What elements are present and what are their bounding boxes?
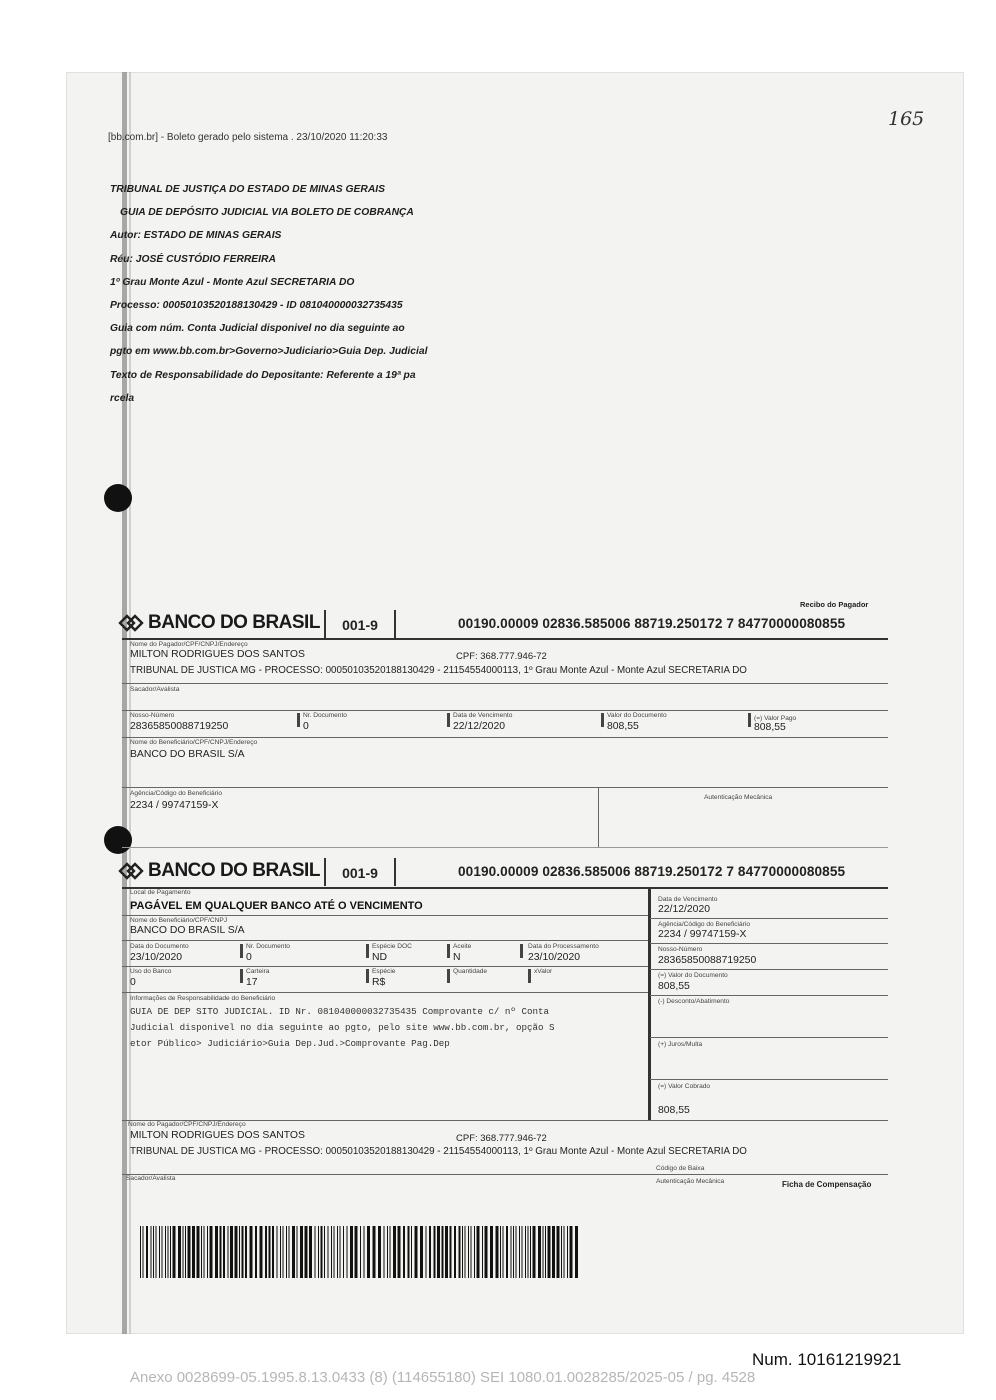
barcode-bar [204, 1226, 205, 1278]
barcode-bar [528, 1226, 529, 1278]
barcode-bar [367, 1226, 370, 1278]
barcode-bar [210, 1226, 213, 1278]
barcode-bar [364, 1226, 365, 1278]
divider [122, 887, 888, 889]
barcode-bar [260, 1226, 263, 1278]
barcode-bar [552, 1226, 555, 1278]
divider-vertical [598, 787, 599, 847]
barcode-bar [220, 1226, 222, 1278]
informacoes-label: Informações de Responsabilidade do Beneficiário [130, 995, 276, 1002]
barcode-bar [567, 1226, 568, 1278]
codigo-baixa-label: Código de Baixa [656, 1165, 705, 1172]
guia-line: Processo: 00050103520188130429 - ID 081040000032735435 [110, 300, 403, 312]
guia-line: pgto em www.bb.com.br>Governo>Judiciario>Guia Dep. Judicial [110, 346, 428, 358]
ficha-agencia-label: Agência/Código do Beneficiário [658, 921, 751, 928]
barcode-bar [530, 1226, 531, 1278]
barcode-bar [328, 1226, 329, 1278]
barcode-bar [183, 1226, 184, 1278]
recibo-bank-header [118, 610, 888, 638]
barcode-bar [239, 1226, 240, 1278]
barcode-bar [178, 1226, 181, 1278]
field-tick [520, 944, 523, 958]
cut-line [122, 847, 888, 848]
recibo-title: Recibo do Pagador [800, 600, 869, 609]
divider [650, 1037, 888, 1038]
barcode-bar [411, 1226, 412, 1278]
barcode-bar [250, 1226, 253, 1278]
divider [122, 787, 888, 788]
ficha-beneficiario-label: Nome do Beneficiário/CPF/CNPJ [130, 917, 228, 924]
barcode-bar [143, 1226, 144, 1278]
barcode-bar [146, 1226, 148, 1278]
barcode-bar [513, 1226, 514, 1278]
field-tick [366, 969, 369, 983]
barcode-bar [230, 1226, 233, 1278]
vencimento-label: Data de Vencimento [453, 712, 513, 719]
barcode-bar [442, 1226, 444, 1278]
barcode-bar [242, 1226, 244, 1278]
barcode-bar [223, 1226, 225, 1278]
pagador-cpf: CPF: 368.777.946-72 [456, 651, 547, 662]
barcode-bar [300, 1226, 303, 1278]
uso-banco: 0 [130, 977, 136, 988]
barcode-bar [511, 1226, 512, 1278]
barcode-bar [283, 1226, 284, 1278]
ficha-beneficiario: BANCO DO BRASIL S/A [130, 925, 245, 936]
barcode-bar [331, 1226, 332, 1278]
barcode-bar [201, 1226, 202, 1278]
barcode-bar [309, 1226, 312, 1278]
ficha-pagador-label: Nome do Pagador/CPF/CNPJ/Endereço [128, 1121, 246, 1128]
divider [650, 969, 888, 970]
barcode-bar [393, 1226, 396, 1278]
guia-line: TRIBUNAL DE JUSTIÇA DO ESTADO DE MINAS GERAIS [110, 184, 385, 195]
divider [122, 1174, 888, 1175]
vencimento: 22/12/2020 [453, 721, 506, 732]
barcode-bar [272, 1226, 274, 1278]
barcode-bar [506, 1226, 508, 1278]
valor-documento: 808,55 [607, 721, 639, 732]
divider [122, 966, 648, 967]
aceite: N [453, 952, 461, 963]
field-tick [297, 713, 300, 727]
barcode-bar [140, 1226, 141, 1278]
bank-logo [118, 860, 320, 882]
barcode-bar [471, 1226, 472, 1278]
barcode-bar [292, 1226, 295, 1278]
ficha-autenticacao-label: Autenticação Mecânica [656, 1178, 725, 1185]
field-tick [447, 969, 450, 983]
footer-text: Anexo 0028699-05.1995.8.13.0433 (8) (114655180) SEI 1080.01.0028285/2025-05 / pg. 4528 [130, 1369, 756, 1386]
barcode-bar [188, 1226, 191, 1278]
barcode-bar [215, 1226, 218, 1278]
barcode-bar [533, 1226, 536, 1278]
barcode-bar [403, 1226, 405, 1278]
barcode-bar [235, 1226, 238, 1278]
barcode-bar [490, 1226, 493, 1278]
field-tick [240, 944, 243, 958]
divider [122, 915, 648, 916]
aceite-label: Aceite [453, 943, 472, 950]
barcode-bar [415, 1226, 418, 1278]
pagador-address: TRIBUNAL DE JUSTICA MG - PROCESSO: 00050103520188130429 - 21154554000113, 1º Grau Monte Azul - Monte Azul SECRETARIA DO [130, 665, 747, 676]
barcode-bar [545, 1226, 546, 1278]
divider [650, 943, 888, 944]
barcode-bar [162, 1226, 163, 1278]
barcode-bar [347, 1226, 348, 1278]
barcode-bar [420, 1226, 423, 1278]
barcode-bar [255, 1226, 257, 1278]
ficha-vencimento: 22/12/2020 [658, 904, 711, 915]
ficha-nr-doc: 0 [246, 952, 252, 963]
informacoes-line: GUIA DE DEP SITO JUDICIAL. ID Nr. 081040000032735435 Comprovante c/ nº Conta [130, 1006, 550, 1017]
print-header-line: [bb.com.br] - Boleto gerado pelo sistema . 23/10/2020 11:20:33 [108, 132, 388, 143]
barcode-bar [459, 1226, 461, 1278]
bank-code: 001-9 [324, 610, 396, 638]
barcode-bar [343, 1226, 344, 1278]
field-tick [528, 969, 531, 983]
barcode-bar [454, 1226, 456, 1278]
digitable-line: 00190.00009 02836.585006 88719.250172 7 84770000080855 [458, 616, 846, 631]
barcode-bar [474, 1226, 475, 1278]
guia-line: Guia com núm. Conta Judicial disponivel no dia seguinte ao [110, 323, 405, 335]
barcode-bar [437, 1226, 440, 1278]
nr-documento: 0 [303, 721, 309, 732]
barcode-bar [151, 1226, 152, 1278]
valor-documento-label: Valor do Documento [607, 712, 667, 719]
sacador-label: Sacador/Avalista [130, 686, 180, 693]
valor-cobrado-label: (=) Valor Cobrado [658, 1083, 711, 1090]
barcode-bar [318, 1226, 319, 1278]
local-pagamento: PAGÁVEL EM QUALQUER BANCO ATÉ O VENCIMENTO [130, 900, 423, 912]
barcode-bar [384, 1226, 385, 1278]
barcode-bar [355, 1226, 358, 1278]
handwritten-page-number: 165 [888, 108, 925, 130]
local-pagamento-label: Local de Pagamento [130, 889, 191, 896]
barcode-bar [245, 1226, 247, 1278]
juros-label: (+) Juros/Multa [658, 1041, 703, 1048]
informacoes-line: etor Público> Judiciário>Guia Dep.Jud.>Comprovante Pag.Dep [130, 1038, 450, 1049]
barcode-bar [548, 1226, 551, 1278]
barcode-bar [373, 1226, 376, 1278]
punch-hole-bottom [104, 826, 132, 854]
barcode-bar [398, 1226, 401, 1278]
barcode-bar [557, 1226, 560, 1278]
guia-line: Autor: ESTADO DE MINAS GERAIS [110, 230, 282, 242]
punch-hole-top [104, 484, 132, 512]
barcode-bar [477, 1226, 480, 1278]
barcode-bar [564, 1226, 565, 1278]
barcode-bar [340, 1226, 341, 1278]
barcode-bar [277, 1226, 278, 1278]
field-tick [447, 713, 450, 727]
nosso-numero: 28365850088719250 [130, 721, 229, 732]
divider [122, 737, 888, 738]
agencia-codigo: 2234 / 99747159-X [130, 800, 219, 811]
especie: R$ [372, 977, 386, 988]
document-number: Num. 10161219921 [752, 1350, 902, 1369]
pagador-name: MILTON RODRIGUES DOS SANTOS [130, 649, 305, 660]
nosso-numero-label: Nosso-Número [130, 712, 175, 719]
bank-logo [118, 612, 320, 634]
barcode-bar [280, 1226, 281, 1278]
barcode-bar [543, 1226, 544, 1278]
ficha-agencia: 2234 / 99747159-X [658, 929, 747, 940]
carteira: 17 [246, 977, 258, 988]
barcode-bar [269, 1226, 271, 1278]
barcode-bar [192, 1226, 195, 1278]
guia-line: rcela [110, 392, 135, 404]
barcode-bar [197, 1226, 200, 1278]
barcode-bar [228, 1226, 229, 1278]
quantidade-label: Quantidade [453, 968, 488, 975]
barcode-bar [462, 1226, 463, 1278]
ficha-bank-header [118, 858, 888, 886]
barcode-bar [445, 1226, 448, 1278]
barcode-bar [516, 1226, 517, 1278]
especie-doc-label: Espécie DOC [372, 943, 412, 950]
data-processamento-label: Data do Processamento [528, 943, 599, 950]
barcode-bar [525, 1226, 526, 1278]
beneficiario-label: Nome do Beneficiário/CPF/CNPJ/Endereço [130, 739, 258, 746]
barcode-bar [465, 1226, 466, 1278]
especie-doc: ND [372, 952, 388, 963]
guia-text-block [110, 178, 490, 410]
nr-documento-label: Nr. Documento [303, 712, 347, 719]
divider [122, 710, 888, 711]
barcode-bar [265, 1226, 267, 1278]
barcode-bar [360, 1226, 361, 1278]
barcode-bar [337, 1226, 338, 1278]
barcode-bar [305, 1226, 308, 1278]
ficha-valor-documento-label: (=) Valor do Documento [658, 972, 728, 979]
divider [650, 1079, 888, 1080]
beneficiario: BANCO DO BRASIL S/A [130, 749, 245, 760]
barcode-bar [522, 1226, 523, 1278]
field-tick [748, 713, 751, 727]
divider [650, 918, 888, 919]
barcode-bar [170, 1226, 171, 1278]
barcode-bar [321, 1226, 323, 1278]
barcode-bar [207, 1226, 208, 1278]
divider [122, 638, 888, 640]
field-tick [240, 969, 243, 983]
barcode-bar [575, 1226, 578, 1278]
divider [122, 683, 888, 684]
barcode-bar [390, 1226, 391, 1278]
barcode [140, 1226, 578, 1278]
ficha-title: Ficha de Compensação [782, 1180, 872, 1189]
field-tick [601, 713, 604, 727]
ficha-sacador-label: Sacador/Avalista [126, 1175, 176, 1182]
divider [122, 992, 648, 993]
ficha-vencimento-label: Data de Vencimento [658, 896, 718, 903]
ficha-nr-doc-label: Nr. Documento [246, 943, 290, 950]
ficha-pagador-cpf: CPF: 368.777.946-72 [456, 1133, 547, 1144]
barcode-bar [503, 1226, 504, 1278]
data-processamento: 23/10/2020 [528, 952, 581, 963]
guia-line: Texto de Responsabilidade do Depositante: Referente a 19ª pa [110, 369, 416, 381]
barcode-bar [334, 1226, 335, 1278]
barcode-bar [519, 1226, 520, 1278]
ficha-nosso-numero-label: Nosso-Número [658, 946, 703, 953]
divider [122, 940, 648, 941]
barcode-bar [561, 1226, 562, 1278]
barcode-bar [324, 1226, 325, 1278]
valor-cobrado: 808,55 [658, 1105, 690, 1116]
data-documento-label: Data do Documento [130, 943, 189, 950]
barcode-bar [168, 1226, 169, 1278]
valor-pago: 808,55 [754, 722, 786, 733]
bank-logo-icon [118, 612, 144, 634]
barcode-bar [387, 1226, 388, 1278]
ficha-valor-documento: 808,55 [658, 981, 690, 992]
barcode-bar [153, 1226, 154, 1278]
carteira-label: Carteira [246, 968, 270, 975]
bank-logo-icon [118, 860, 144, 882]
autenticacao-label: Autenticação Mecânica [704, 794, 773, 801]
barcode-bar [450, 1226, 452, 1278]
divider-vertical [648, 887, 651, 1121]
bank-name: BANCO DO BRASIL [148, 612, 320, 633]
ficha-pagador-address: TRIBUNAL DE JUSTICA MG - PROCESSO: 00050103520188130429 - 21154554000113, 1º Grau Monte Azul - Monte Azul SECRETARIA DO [130, 1146, 747, 1157]
guia-line: 1º Grau Monte Azul - Monte Azul SECRETARIA DO [110, 276, 355, 288]
valor-pago-label: (=) Valor Pago [754, 715, 797, 722]
guia-line: GUIA DE DEPÓSITO JUDICIAL VIA BOLETO DE COBRANÇA [120, 207, 414, 219]
uso-banco-label: Uso do Banco [130, 968, 172, 975]
data-documento: 23/10/2020 [130, 952, 183, 963]
barcode-bar [165, 1226, 166, 1278]
pagador-label: Nome do Pagador/CPF/CNPJ/Endereço [130, 641, 248, 648]
ficha-pagador-name: MILTON RODRIGUES DOS SANTOS [130, 1130, 305, 1141]
barcode-bar [378, 1226, 381, 1278]
barcode-bar [185, 1226, 186, 1278]
barcode-bar [482, 1226, 483, 1278]
informacoes-line: Judicial disponivel no dia seguinte ao pgto, pelo site www.bb.com.br, opção S [130, 1022, 555, 1033]
divider [650, 995, 888, 996]
barcode-bar [159, 1226, 160, 1278]
barcode-bar [350, 1226, 353, 1278]
especie-label: Espécie [372, 968, 396, 975]
barcode-bar [538, 1226, 541, 1278]
xvalor-label: xValor [534, 968, 553, 975]
barcode-bar [156, 1226, 157, 1278]
barcode-bar [434, 1226, 436, 1278]
barcode-bar [173, 1226, 176, 1278]
barcode-bar [500, 1226, 501, 1278]
barcode-bar [496, 1226, 499, 1278]
barcode-bar [426, 1226, 427, 1278]
barcode-bar [485, 1226, 488, 1278]
agencia-label: Agência/Código do Beneficiário [130, 790, 223, 797]
barcode-bar [468, 1226, 469, 1278]
barcode-bar [408, 1226, 410, 1278]
bank-code: 001-9 [324, 858, 396, 886]
digitable-line: 00190.00009 02836.585006 88719.250172 7 84770000080855 [458, 864, 846, 879]
barcode-bar [289, 1226, 290, 1278]
barcode-bar [286, 1226, 287, 1278]
bank-name: BANCO DO BRASIL [148, 860, 320, 881]
barcode-bar [297, 1226, 298, 1278]
desconto-label: (-) Desconto/Abatimento [658, 998, 730, 1005]
ficha-nosso-numero: 28365850088719250 [658, 955, 757, 966]
guia-line: Réu: JOSÉ CUSTÓDIO FERREIRA [110, 253, 276, 265]
barcode-bar [315, 1226, 316, 1278]
barcode-bar [429, 1226, 431, 1278]
barcode-bar [570, 1226, 573, 1278]
field-tick [447, 944, 450, 958]
field-tick [366, 944, 369, 958]
